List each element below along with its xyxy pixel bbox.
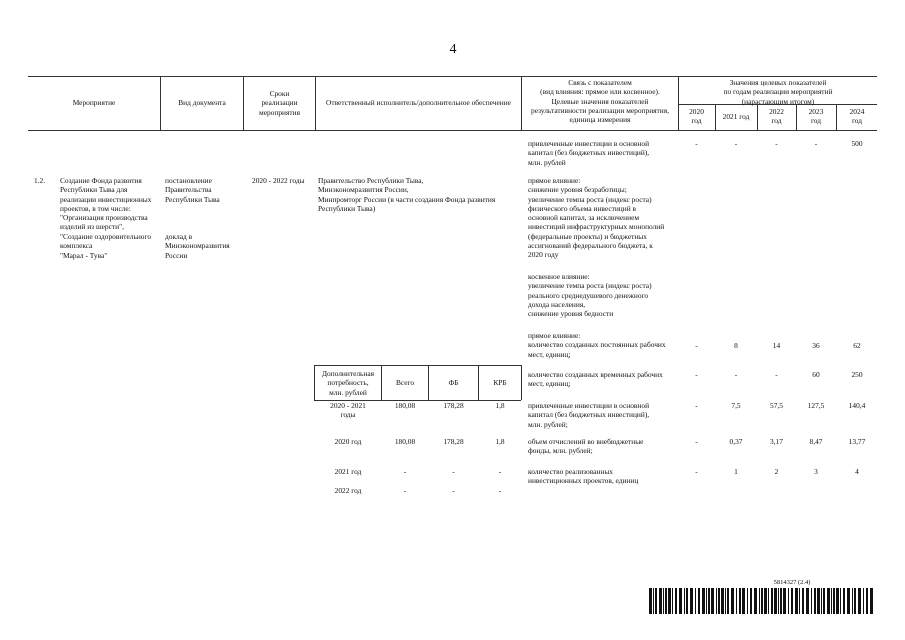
barcode-label: 5814327 (2.4)	[773, 579, 811, 586]
indicator-value: 14	[772, 341, 781, 350]
indicator-text: количество реализованных инвестиционных проектов, единиц	[528, 467, 639, 486]
col-divider	[160, 76, 161, 130]
indicator-value: -	[695, 401, 698, 410]
indicator-value: 1	[734, 467, 738, 476]
indicator-value: 7,5	[731, 401, 741, 410]
funding-row-krb: -	[498, 486, 502, 495]
top-row-value: -	[814, 139, 818, 148]
indicator-text: прямое влияние: количество созданных постоянных рабочих мест, единиц;	[528, 331, 666, 359]
header-year-2024: 2024 год	[849, 107, 865, 126]
header-year-2022: 2022 год	[769, 107, 784, 126]
col-divider	[243, 76, 244, 130]
funding-row-period: 2021 год	[334, 467, 362, 476]
item-direct-influence: прямое влияние: снижение уровня безработицы; увеличение темпа роста (индекс роста) физического объема инвестиций в основной капитал, за исключением инвестиций инфраструктурных монополий (федеральные проекты) и бюджетных ассигнований федерального бюджета, к 2020 году	[528, 176, 665, 260]
table-top-rule	[28, 76, 877, 77]
indicator-value: 8	[734, 341, 738, 350]
funding-row-fb: -	[452, 467, 455, 476]
funding-row-total: -	[403, 467, 407, 476]
indicator-text: количество созданных временных рабочих мест, единиц;	[528, 370, 663, 389]
top-row-value: -	[775, 139, 778, 148]
indicator-value: -	[695, 341, 698, 350]
funding-row-period: 2020 год	[334, 437, 362, 446]
header-doc-type: Вид документа	[178, 98, 226, 107]
indicator-text: объем отчислений во внебюджетные фонды, млн. рублей;	[528, 437, 644, 456]
funding-row-total: -	[403, 486, 407, 495]
col-divider	[521, 76, 522, 130]
indicator-value: 62	[853, 341, 861, 350]
top-row-value: -	[734, 139, 738, 148]
header-terms: Сроки реализации мероприятия	[259, 89, 300, 117]
top-row-value: -	[695, 139, 698, 148]
item-indirect-influence: косвенное влияние: увеличение темпа роста (индекс роста) реального среднедушевого денежного дохода населения, снижение уровня бедности	[528, 272, 652, 319]
indicator-value: -	[695, 437, 698, 446]
indicator-value: -	[775, 370, 778, 379]
top-row-indicator: привлеченные инвестиции в основной капитал (без бюджетных инвестиций), млн. рублей	[528, 139, 650, 167]
header-targets: Значения целевых показателей по годам реализации мероприятий (нарастающим итогом)	[723, 78, 833, 106]
page-number: 4	[449, 42, 457, 57]
indicator-value: 0,37	[729, 437, 743, 446]
funding-row-period: 2020 - 2021 годы	[330, 401, 366, 420]
indicator-value: 36	[812, 341, 820, 350]
indicator-value: 13,77	[848, 437, 866, 446]
funding-row-fb: -	[452, 486, 455, 495]
funding-divider	[521, 365, 522, 400]
indicator-value: 250	[851, 370, 863, 379]
header-measure: Мероприятие	[72, 98, 116, 107]
funding-header-total: Всего	[395, 378, 415, 387]
funding-row-krb: -	[498, 467, 502, 476]
header-year-2021: 2021 год	[722, 112, 750, 121]
indicator-value: 127,5	[807, 401, 825, 410]
top-row-value: 500	[851, 139, 863, 148]
header-link: Связь с показателем (вид влияния: прямое или косвенное). Целевые значения показателей результативности реализации мероприятия, единица измерения	[531, 78, 669, 125]
funding-header-krb: КРБ	[493, 378, 507, 387]
indicator-value: 57,5	[770, 401, 783, 410]
funding-row-fb: 178,28	[443, 401, 464, 410]
funding-header-fb: ФБ	[448, 378, 459, 387]
item-number: 1.2.	[34, 176, 46, 185]
indicator-value: 140,4	[848, 401, 866, 410]
funding-top-rule	[314, 365, 521, 366]
indicator-value: 60	[812, 370, 820, 379]
indicator-value: -	[695, 467, 698, 476]
item-doc-type: постановление Правительства Республики Тыва	[165, 176, 220, 204]
item-executor: Правительство Республики Тыва, Минэкономразвития России, Минпромторг России (в части создания Фонда развития Республики Тыва)	[318, 176, 496, 213]
indicator-value: -	[695, 370, 698, 379]
item-terms: 2020 - 2022 годы	[252, 176, 305, 185]
item-doc-type-2: доклад в Минэкономразвития России	[165, 232, 230, 260]
table-header-rule	[28, 130, 877, 131]
indicator-value: 2	[774, 467, 779, 476]
col-divider	[315, 76, 316, 130]
header-year-2023: 2023 год	[808, 107, 824, 126]
indicator-value: 3,17	[770, 437, 783, 446]
barcode-icon	[649, 588, 875, 614]
funding-row-krb: 1,8	[495, 401, 505, 410]
funding-row-period: 2022 год	[334, 486, 362, 495]
indicator-value: 3	[814, 467, 818, 476]
indicator-value: -	[734, 370, 738, 379]
header-year-2020: 2020 год	[689, 107, 704, 126]
indicator-value: 4	[855, 467, 859, 476]
header-executor: Ответственный исполнитель/дополнительное обеспечение	[326, 98, 511, 107]
item-measure-text: Создание Фонда развития Республики Тыва для реализации инвестиционных проектов, в том числе: "Организация производства изделий из шерсти",	[60, 176, 152, 232]
funding-header-need: Дополнительная потребность, млн. рублей	[321, 369, 375, 397]
indicator-value: 8,47	[809, 437, 823, 446]
funding-row-total: 180,08	[394, 401, 416, 410]
indicator-text: привлеченные инвестиции в основной капитал (без бюджетных инвестиций), млн. рублей;	[528, 401, 650, 429]
funding-row-fb: 178,28	[443, 437, 464, 446]
item-measure-text-2: "Создание оздоровительного комплекса "Марал - Тува"	[60, 232, 152, 260]
funding-row-total: 180,08	[394, 437, 416, 446]
funding-row-krb: 1,8	[495, 437, 505, 446]
